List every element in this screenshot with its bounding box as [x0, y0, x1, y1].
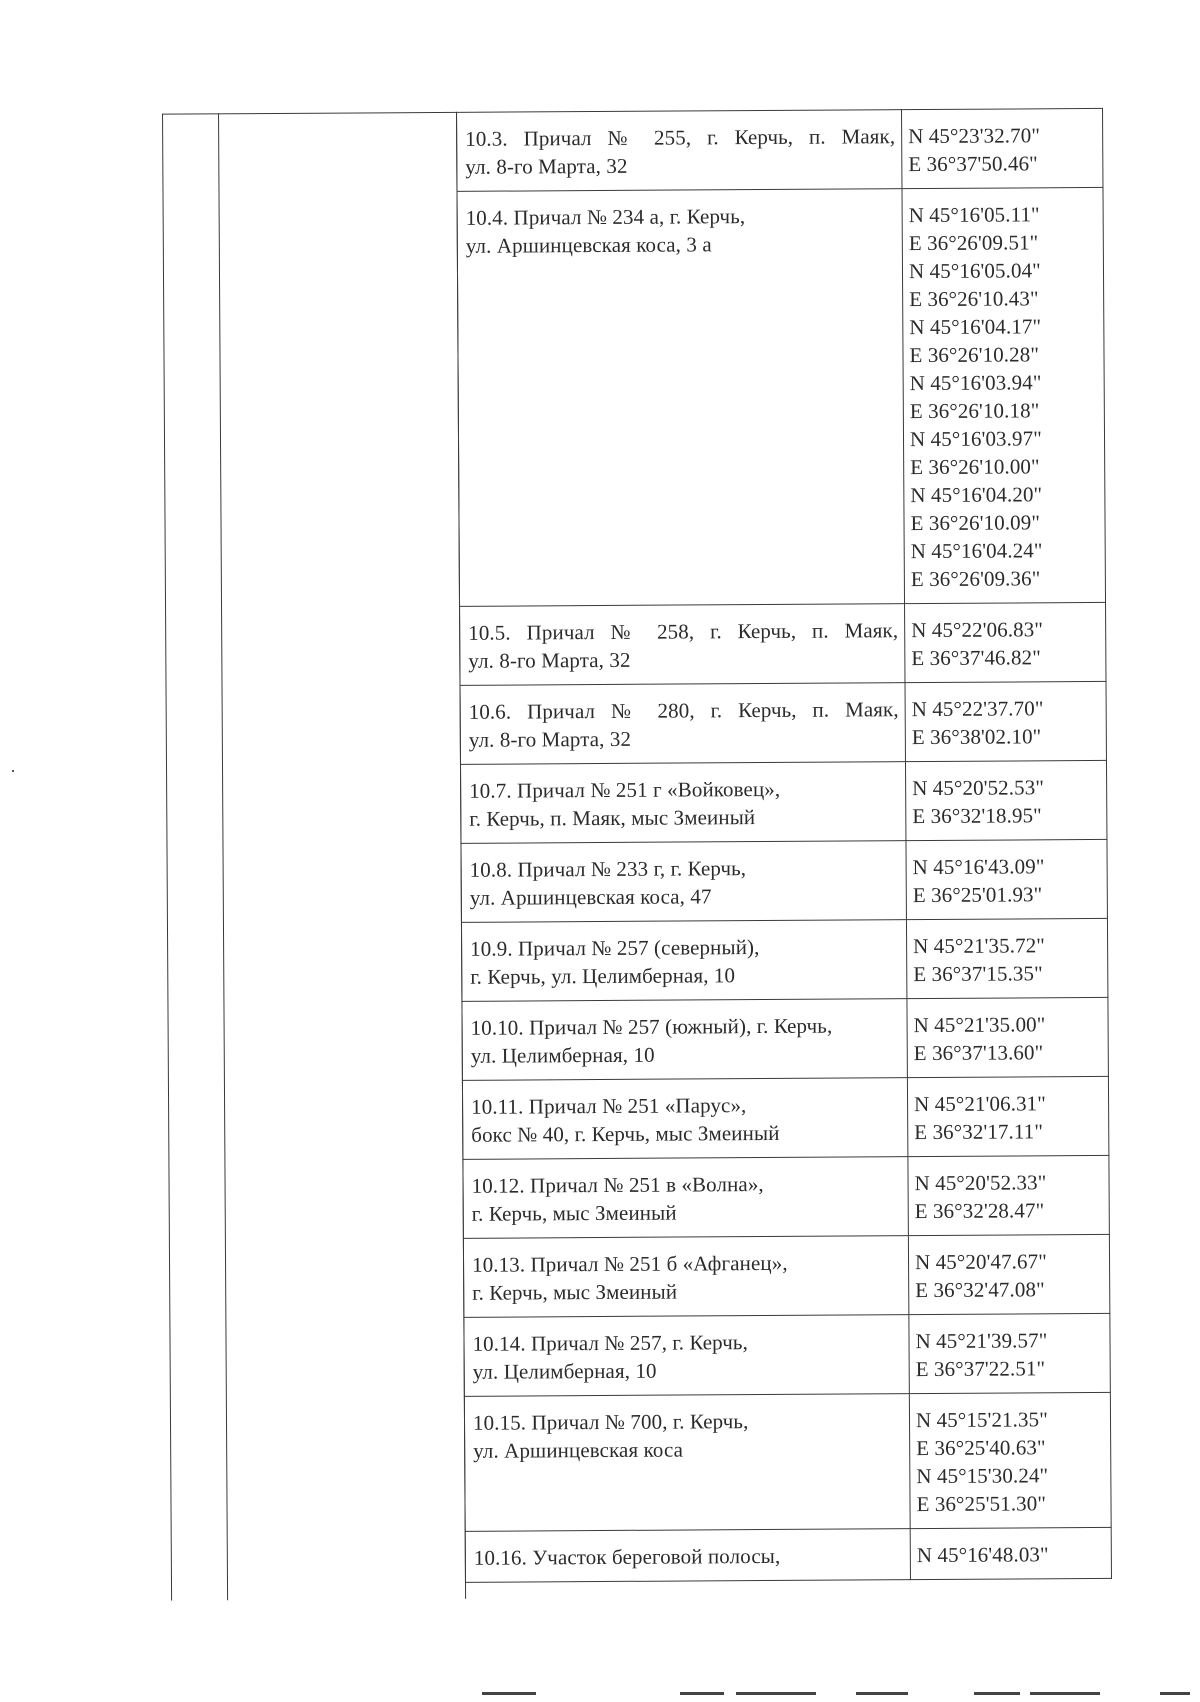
table-row	[464, 1392, 1111, 1531]
coordinate-value: N 45°16'48.03"	[916, 1542, 1049, 1568]
coordinates-cell	[909, 1313, 1110, 1393]
footer-mark	[974, 1692, 1020, 1695]
coordinate-value: E 36°32'18.95"	[912, 803, 1042, 829]
location-description-line: ул. 8-го Марта, 32	[465, 153, 628, 179]
coordinates-cell	[905, 602, 1106, 682]
location-description-cell	[465, 1529, 910, 1583]
coordinate-value: E 36°32'17.11"	[914, 1119, 1044, 1145]
table-border-col2	[218, 113, 228, 1600]
location-description-line: ул. 8-го Марта, 32	[468, 647, 631, 673]
location-description-cell	[463, 1236, 908, 1318]
coordinate-value: E 36°37'22.51"	[915, 1356, 1046, 1382]
location-description-line: ул. 8-го Марта, 32	[468, 726, 632, 752]
coordinate-value: N 45°20'52.53"	[912, 775, 1045, 801]
coordinates-cell	[909, 1392, 1111, 1528]
scan-artifact-dot	[12, 770, 14, 772]
location-description-cell	[460, 762, 905, 844]
location-description-line: 10.9. Причал № 257 (северный),	[470, 935, 760, 961]
coordinate-value: N 45°16'04.24"	[910, 538, 1043, 564]
location-description-line: 10.5. Причал № 258, г. Керчь, п. Маяк,	[468, 618, 899, 645]
coordinate-value: N 45°16'03.97"	[909, 426, 1042, 452]
table-row	[457, 187, 1106, 606]
location-description-line: бокс № 40, г. Керчь, мыс Змеиный	[471, 1120, 780, 1147]
footer-mark	[736, 1692, 816, 1695]
table-row	[465, 1527, 1111, 1582]
table-row	[460, 681, 1106, 764]
table-row	[464, 1313, 1110, 1396]
location-description-cell	[461, 841, 906, 923]
coordinates-cell	[902, 187, 1106, 603]
coordinates-table	[456, 108, 1112, 1583]
coordinate-value: N 45°15'21.35"	[915, 1407, 1048, 1433]
coordinate-value: N 45°21'39.57"	[915, 1328, 1048, 1354]
location-description-line: г. Керчь, ул. Целимберная, 10	[470, 963, 736, 989]
location-description-cell	[462, 999, 907, 1081]
coordinate-value: E 36°32'47.08"	[915, 1277, 1045, 1303]
coordinate-value: E 36°37'50.46"	[908, 151, 1038, 177]
location-description-line: 10.10. Причал № 257 (южный), г. Керчь,	[470, 1013, 833, 1040]
location-description-line: 10.11. Причал № 251 «Парус»,	[471, 1093, 747, 1119]
table-border-top	[162, 112, 456, 115]
coordinate-value: E 36°25'40.63"	[916, 1435, 1046, 1461]
location-description-line: 10.4. Причал № 234 а, г. Керчь,	[465, 204, 746, 230]
location-description-line: ул. Аршинцевская коса, 3 а	[465, 232, 712, 258]
coordinates-cell	[905, 681, 1106, 761]
coordinate-value: N 45°16'43.09"	[912, 854, 1045, 880]
location-description-line: 10.13. Причал № 251 б «Афганец»,	[471, 1250, 788, 1277]
coordinate-value: N 45°23'32.70"	[908, 123, 1041, 149]
table-row	[461, 839, 1107, 922]
location-description-cell	[460, 683, 905, 765]
footer-mark	[482, 1692, 536, 1695]
table-row	[462, 997, 1108, 1080]
coordinate-value: N 45°16'04.20"	[910, 482, 1043, 508]
footer-mark	[1030, 1692, 1100, 1695]
coordinates-cell	[902, 108, 1103, 188]
location-description-line: 10.15. Причал № 700, г. Керчь,	[472, 1409, 749, 1435]
coordinate-value: N 45°21'06.31"	[914, 1091, 1046, 1117]
coordinates-cell	[910, 1527, 1111, 1579]
location-description-line: г. Керчь, мыс Змеиный	[471, 1200, 677, 1226]
coordinate-value: E 36°37'46.82"	[911, 645, 1041, 671]
coordinates-cell	[906, 918, 1107, 998]
location-description-cell	[460, 604, 905, 686]
coordinate-value: E 36°26'10.09"	[910, 510, 1041, 536]
coordinates-cell	[906, 839, 1107, 919]
coordinate-value: E 36°37'15.35"	[913, 961, 1043, 987]
coordinate-value: N 45°16'05.11"	[908, 202, 1040, 228]
footer-mark	[1160, 1692, 1190, 1695]
footer-mark	[680, 1692, 724, 1695]
location-description-line: ул. Аршинцевская коса	[473, 1437, 684, 1463]
coordinates-cell	[905, 760, 1106, 840]
location-description-line: ул. Целимберная, 10	[470, 1042, 655, 1068]
location-description-cell	[464, 1394, 910, 1532]
coordinate-value: E 36°38'02.10"	[911, 724, 1042, 750]
location-description-line: 10.14. Причал № 257, г. Керчь,	[472, 1330, 748, 1356]
location-description-cell	[463, 1157, 908, 1239]
table-row	[463, 1155, 1109, 1238]
coordinate-value: N 45°20'47.67"	[914, 1249, 1047, 1275]
location-description-line: г. Керчь, п. Маяк, мыс Змеиный	[469, 805, 756, 831]
coordinate-value: E 36°26'09.36"	[910, 566, 1041, 592]
table-row	[457, 108, 1103, 191]
coordinate-value: E 36°26'09.51"	[908, 230, 1039, 256]
coordinate-value: N 45°22'06.83"	[911, 617, 1044, 643]
table-border-left	[162, 114, 172, 1601]
location-description-line: 10.12. Причал № 251 в «Волна»,	[471, 1172, 764, 1198]
coordinate-value: N 45°16'03.94"	[909, 370, 1042, 396]
coordinate-value: N 45°21'35.00"	[913, 1012, 1046, 1038]
coordinates-cell	[908, 1155, 1109, 1235]
coordinate-value: N 45°21'35.72"	[913, 933, 1046, 959]
footer-mark	[856, 1692, 908, 1695]
table-row	[460, 760, 1106, 843]
coordinate-value: E 36°26'10.00"	[910, 454, 1040, 480]
location-description-cell	[457, 189, 905, 607]
location-description-line: 10.16. Участок береговой полосы,	[473, 1543, 781, 1570]
coordinate-value: N 45°22'37.70"	[911, 696, 1044, 722]
coordinate-value: E 36°37'13.60"	[913, 1040, 1044, 1066]
coordinate-value: E 36°26'10.28"	[909, 342, 1040, 368]
coordinate-value: N 45°16'04.17"	[909, 314, 1042, 340]
coordinate-value: N 45°16'05.04"	[908, 258, 1041, 284]
location-description-line: 10.7. Причал № 251 г «Войковец»,	[469, 776, 781, 803]
location-description-line: ул. Целимберная, 10	[472, 1358, 657, 1384]
coordinates-table-body	[457, 108, 1112, 1582]
location-description-cell	[461, 920, 906, 1002]
coordinate-value: E 36°26'10.18"	[909, 398, 1040, 424]
location-description-line: г. Керчь, мыс Змеиный	[472, 1279, 678, 1305]
location-description-cell	[462, 1078, 907, 1160]
coordinate-value: E 36°32'28.47"	[914, 1198, 1045, 1224]
coordinates-cell	[907, 1076, 1108, 1156]
location-description-line: 10.8. Причал № 233 г, г. Керчь,	[469, 856, 747, 882]
location-description-line: ул. Аршинцевская коса, 47	[469, 884, 712, 910]
location-description-line: 10.6. Причал № 280, г. Керчь, п. Маяк,	[468, 697, 899, 724]
table-row	[463, 1234, 1109, 1317]
coordinate-value: E 36°25'51.30"	[916, 1491, 1047, 1517]
location-description-cell	[457, 110, 902, 192]
coordinate-value: N 45°15'30.24"	[916, 1463, 1049, 1489]
location-description-line: 10.3. Причал № 255, г. Керчь, п. Маяк,	[465, 124, 896, 151]
table-row	[461, 918, 1107, 1001]
coordinate-value: E 36°25'01.93"	[912, 882, 1043, 908]
location-description-cell	[464, 1315, 909, 1397]
table-row	[460, 602, 1106, 685]
table-row	[462, 1076, 1108, 1159]
coordinate-value: E 36°26'10.43"	[909, 286, 1039, 312]
coordinates-cell	[908, 1234, 1109, 1314]
coordinates-cell	[907, 997, 1108, 1077]
coordinate-value: N 45°20'52.33"	[914, 1170, 1047, 1196]
